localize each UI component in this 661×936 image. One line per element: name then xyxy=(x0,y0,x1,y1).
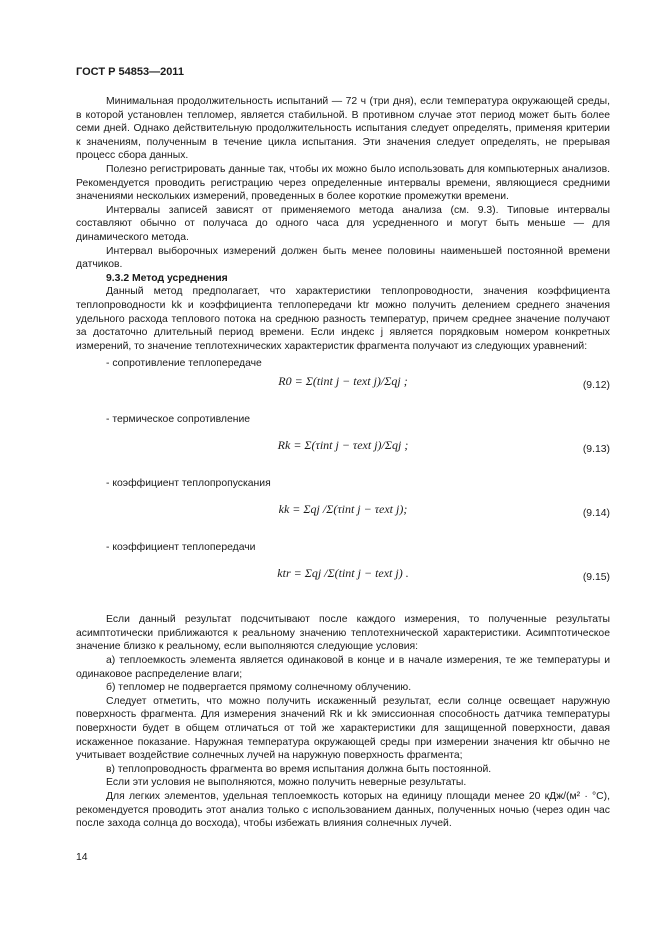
formula-block xyxy=(76,541,610,613)
formula-label: - коэффициент теплопропускания xyxy=(106,478,271,490)
paragraph: Интервал выборочных измерений должен быть менее половины наименьшей постоянной времени датчиков. xyxy=(76,245,610,271)
paragraph: Интервалы записей зависят от применяемого метода анализа (см. 9.3). Типовые интервалы составляют обычно от получаса до одного часа для усредненного и могут быть меньше — для динамического метода. xyxy=(76,204,610,243)
paragraph: Если данный результат подсчитывают после каждого измерения, то полученные результаты асимптотически приближаются к реальному значению теплотехнической характеристики. Асимптотическое значение близко к реальному, если выполняются следующие условия: xyxy=(76,614,610,653)
formula: R0 = Σ(tint j − text j)/Σqj ; xyxy=(278,374,408,389)
document-body xyxy=(76,95,610,831)
paragraph: Полезно регистрировать данные так, чтобы их можно было использовать для компьютерных анализов. Рекомендуется проводить регистрацию через определенные интервалы времени, являющиеся средними значениями нескольких измерений, проведенных в более короткие промежутки времени. xyxy=(76,163,610,203)
paragraph: Минимальная продолжительность испытаний — 72 ч (три дня), если температура окружающей среды, в которой установлен тепломер, является стабильной. В противном случае этот период может быть более семи дней. Однако действительную продолжительность испытания следует определять, применяя критерии к значениям, полученным в течение цикла испытания. Эти значения следует определять, не прерывая процесс сбора данных. xyxy=(76,96,610,162)
formula-label: - термическое сопротивление xyxy=(106,414,251,426)
formula-number: (9.12) xyxy=(582,380,610,392)
formula-block xyxy=(76,477,610,541)
formula-label: - коэффициент теплопередачи xyxy=(106,542,256,554)
formula-number: (9.15) xyxy=(582,572,610,584)
formula-number: (9.13) xyxy=(582,444,610,456)
page-number: 14 xyxy=(76,852,88,863)
formula-label: - сопротивление теплопередаче xyxy=(106,358,262,370)
list-item: а) теплоемкость элемента является одинаковой в конце и в начале измерения, те же температуры и одинаковое распределение влаги; xyxy=(76,655,610,680)
list-item: в) теплопроводность фрагмента во время испытания должна быть постоянной. xyxy=(106,763,492,775)
paragraph: Для легких элементов, удельная теплоемкость которых на единицу площади менее 20 кДж/(м² · °С), рекомендуется проводить этот анализ только с использованием данных, полученных ночью (через один час после захода солнца до восхода), чтобы избежать влияния солнечных лучей. xyxy=(76,791,610,830)
formula: kk = Σqj /Σ(τint j − τext j); xyxy=(278,502,408,517)
formula-block xyxy=(76,413,610,477)
paragraph: Следует отметить, что можно получить искаженный результат, если солнце освещает наружную поверхность фрагмента. Для измерения значений Rk и kk эмиссионная способность датчика температуры поверхности будет в общем отличаться от той же характеристики для защищенной поверхности, давая искаженное показание. Наружная температура окружающей среды при измерении значения ktr обычно не учитывает воздействие солнечных лучей на наружную поверхность фрагмента; xyxy=(76,695,610,762)
formula: ktr = Σqj /Σ(tint j − text j) . xyxy=(277,566,409,581)
formula-block xyxy=(76,357,610,413)
formula-number: (9.14) xyxy=(582,508,610,520)
formula: Rk = Σ(τint j − τext j)/Σqj ; xyxy=(277,438,409,453)
section-title: 9.3.2 Метод усреднения xyxy=(106,272,228,284)
paragraph: Данный метод предполагает, что характеристики теплопроводности, значения коэффициента теплопроводности kk и коэффициента теплопередачи ktr можно получить делением среднего значения удельного расхода теплового потока на среднюю разность температур, причем среднее значение получают за достаточно длительный период времени. Если индекс j является порядковым номером конкретных измерений, то значение теплотехнических характеристик фрагмента получают из следующих уравнений: xyxy=(76,286,610,352)
document-header: ГОСТ Р 54853—2011 xyxy=(76,66,184,78)
list-item: б) тепломер не подвергается прямому солнечному облучению. xyxy=(106,682,412,694)
paragraph: Если эти условия не выполняются, можно получить неверные результаты. xyxy=(106,777,467,789)
